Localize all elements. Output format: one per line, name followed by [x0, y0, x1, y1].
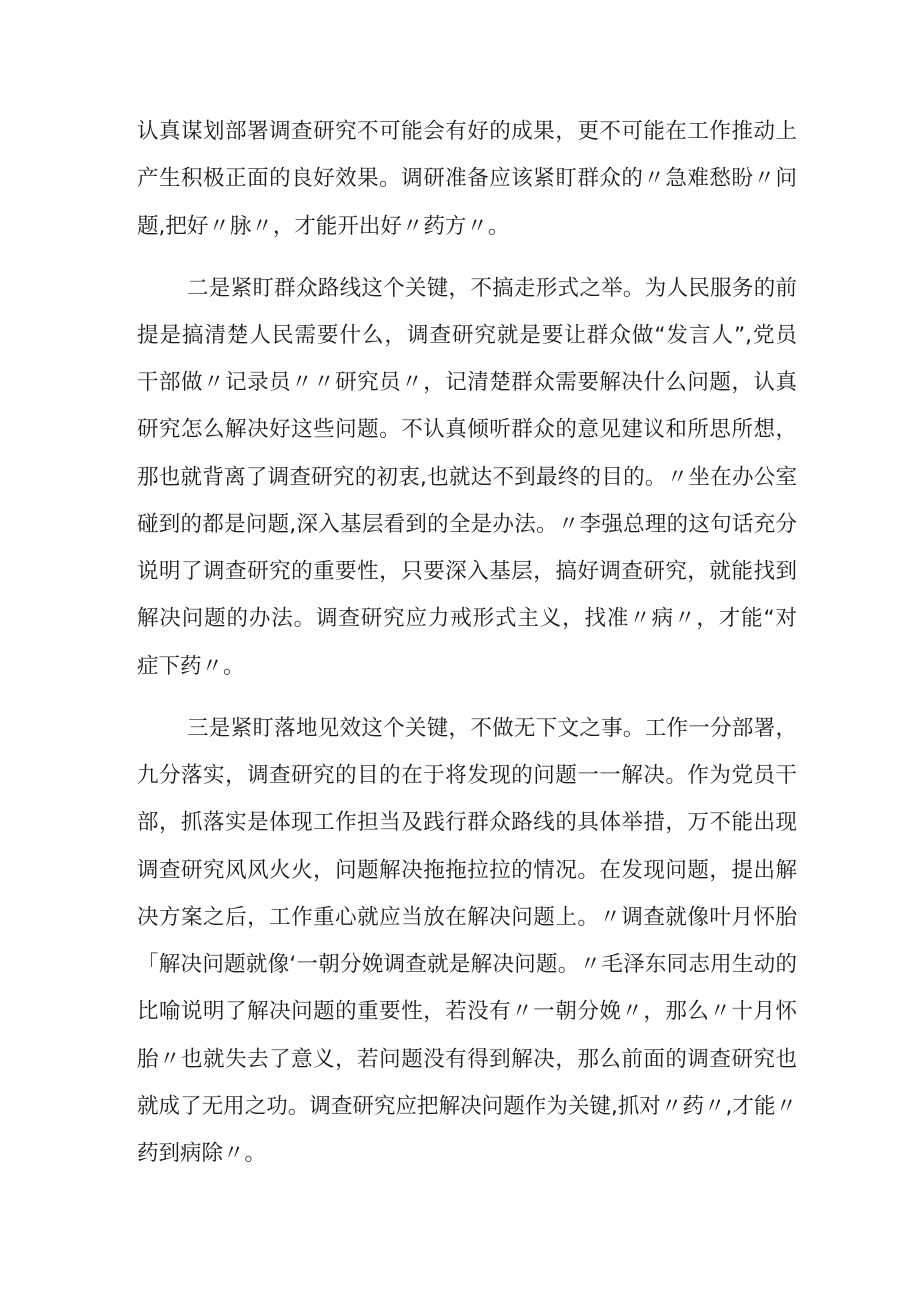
text-line: 碰到的都是问题,深入基层看到的全是办法。〃李强总理的这句话充分: [137, 512, 797, 537]
text-line: 那也就背离了调查研究的初衷,也就达不到最终的目的。〃坐在办公室: [137, 465, 797, 490]
text-line: 调查研究风风火火，问题解决拖拖拉拉的情况。在发现问题，提出解: [137, 858, 797, 883]
text-line: 药到病除〃。: [137, 1141, 267, 1166]
text-line: 说明了调查研究的重要性，只要深入基层，搞好调查研究，就能找到: [137, 559, 797, 584]
text-line: 部，抓落实是体现工作担当及践行群众路线的具体举措，万不能出现: [137, 810, 797, 835]
text-line: 解决问题的办法。调查研究应力戒形式主义，找准〃病〃，才能“对: [137, 606, 797, 631]
text-line: 干部做〃记录员〃〃研究员〃，记清楚群众需要解决什么问题，认真: [137, 370, 797, 395]
text-line: 九分落实，调查研究的目的在于将发现的问题一一解决。作为党员干: [137, 763, 797, 788]
text-line: 症下药〃。: [137, 654, 245, 679]
text-line: 产生积极正面的良好效果。调研准备应该紧盯群众的〃急难愁盼〃问: [137, 166, 797, 191]
text-line: 题,把好〃脉〃，才能开出好〃药方〃。: [137, 214, 510, 239]
text-line: 「解决问题就像‘一朝分娩调查就是解决问题。〃毛泽东同志用生动的: [137, 952, 797, 977]
text-line: 比喻说明了解决问题的重要性，若没有〃一朝分娩〃，那么〃十月怀: [137, 999, 797, 1024]
text-line: 二是紧盯群众路线这个关键，不搞走形式之举。为人民服务的前: [187, 276, 797, 301]
text-line: 就成了无用之功。调查研究应把解决问题作为关键,抓对〃药〃,才能〃: [137, 1094, 797, 1119]
text-line: 决方案之后，工作重心就应当放在解决问题上。〃调查就像叶月怀胎: [137, 905, 797, 930]
text-line: 研究怎么解决好这些问题。不认真倾听群众的意见建议和所思所想，: [137, 417, 797, 442]
text-line: 三是紧盯落地见效这个关键，不做无下文之事。工作一分部署，: [187, 716, 797, 741]
text-line: 认真谋划部署调查研究不可能会有好的成果，更不可能在工作推动上: [137, 119, 797, 144]
text-line: 胎〃也就失去了意义，若问题没有得到解决，那么前面的调查研究也: [137, 1047, 797, 1072]
text-line: 提是搞清楚人民需要什么，调查研究就是要让群众做“发言人”,党员: [137, 323, 797, 348]
